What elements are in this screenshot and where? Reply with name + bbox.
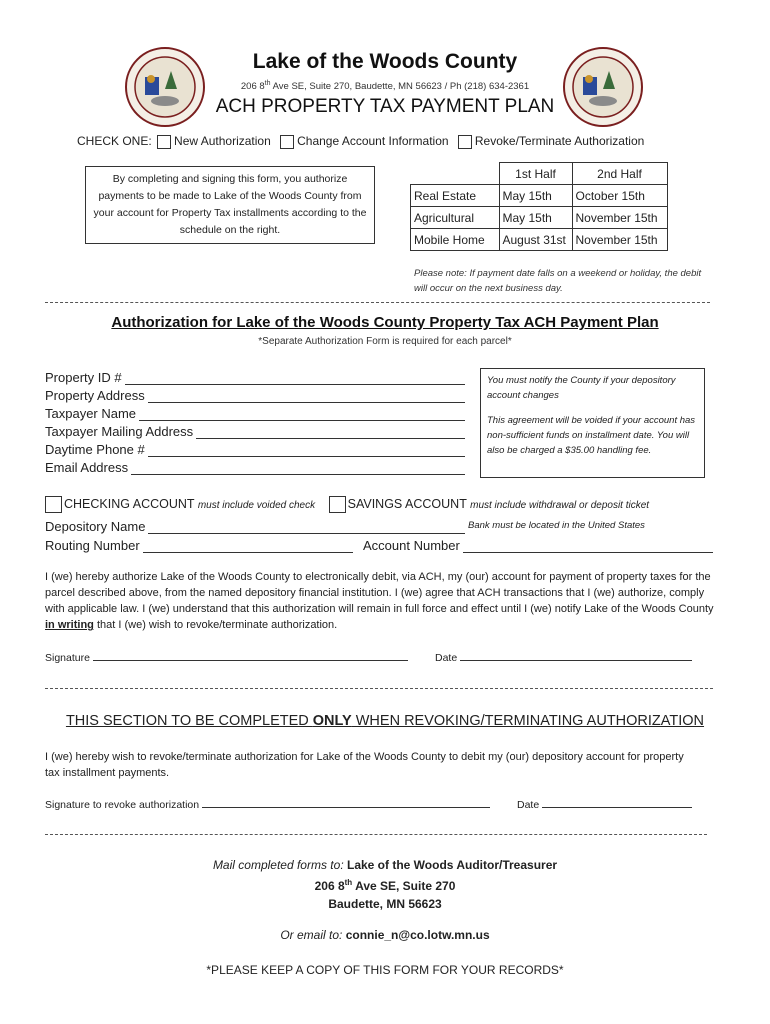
change-account-checkbox[interactable] [280,135,294,149]
schedule-row [411,185,668,207]
schedule-header: 1st Half [499,163,572,185]
depository-note: Bank must be located in the United States [468,520,645,531]
authorization-subtitle: *Separate Authorization Form is required for each parcel* [258,336,512,347]
keep-copy-note: *PLEASE KEEP A COPY OF THIS FORM FOR YOUR RECORDS* [206,963,564,977]
schedule-type: Real Estate [411,185,500,207]
field-label: Daytime Phone # [45,442,145,457]
email-address-field[interactable] [45,457,465,475]
check-one-label: CHECK ONE: [77,134,152,148]
account-type-row [45,496,649,513]
payment-schedule-table [410,162,668,251]
field-label: Taxpayer Mailing Address [45,424,194,439]
field-label: Routing Number [45,538,140,553]
property-address-field[interactable] [45,385,465,403]
schedule-second-half: November 15th [572,229,667,251]
checking-checkbox[interactable] [45,496,62,513]
field-label: Email Address [45,460,129,475]
schedule-header: 2nd Half [572,163,667,185]
divider [45,688,713,689]
field-label: Signature to revoke authorization [45,799,200,811]
schedule-second-half: October 15th [572,185,667,207]
mail-city: Baudette, MN 56623 [328,897,442,911]
schedule-corner [411,163,500,185]
date-field[interactable] [435,650,692,664]
intro-box: By completing and signing this form, you authorize payments to be made to Lake of the Woods County from your account for Property Tax installments according to the schedule on the right. [85,166,375,244]
routing-number-field[interactable] [45,535,353,553]
mail-label: Mail completed forms to: [212,858,344,872]
field-label: Date [517,799,540,811]
schedule-type: Mobile Home [411,229,500,251]
mail-instructions [0,856,770,913]
notice-box [480,368,705,478]
schedule-row [411,229,668,251]
email-address[interactable]: connie_n@co.lotw.mn.us [345,928,490,942]
signature-field[interactable] [45,650,408,664]
account-number-field[interactable] [363,535,713,553]
field-label: Signature [45,652,90,664]
nsf-note: This agreement will be voided if your account has non-sufficient funds on installment date. You will also be charged a $35.00 handling fee. [487,415,696,456]
field-label: Date [435,652,458,664]
new-authorization-label: New Authorization [174,134,271,148]
notify-note: You must notify the County if your depository account changes [487,375,676,401]
revoke-signature-field[interactable] [45,797,490,811]
property-id-field[interactable] [45,367,465,385]
savings-note: must include withdrawal or deposit ticket [470,499,650,511]
field-label: Property ID # [45,370,122,385]
revoke-paragraph: I (we) hereby wish to revoke/terminate authorization for Lake of the Woods County to debit my (our) depository account for property tax installment payments. [45,751,684,779]
field-label: Property Address [45,388,145,403]
schedule-second-half: November 15th [572,207,667,229]
form-subtitle: ACH PROPERTY TAX PAYMENT PLAN [215,96,555,117]
email-instructions [0,926,770,944]
form-title: Lake of the Woods County [252,50,518,73]
mailing-address-field[interactable] [45,421,465,439]
county-address: 206 8th Ave SE, Suite 270, Baudette, MN 56623 / Ph (218) 634-2361 [240,80,530,93]
savings-label: SAVINGS ACCOUNT [347,496,467,511]
schedule-first-half: May 15th [499,207,572,229]
schedule-type: Agricultural [411,207,500,229]
mail-recipient: Lake of the Woods Auditor/Treasurer [347,858,558,872]
savings-checkbox[interactable] [329,496,346,513]
taxpayer-name-field[interactable] [45,403,465,421]
taxpayer-fields [45,367,465,475]
divider [45,302,710,303]
depository-name-field[interactable] [45,516,465,534]
revoke-checkbox[interactable] [458,135,472,149]
schedule-row [411,207,668,229]
schedule-note: Please note: If payment date falls on a weekend or holiday, the debit will occur on the next business day. [414,268,702,294]
mail-street: 206 8th Ave SE, Suite 270 [314,878,456,893]
revoke-date-field[interactable] [517,797,692,811]
authorization-paragraph: I (we) hereby authorize Lake of the Woods County to electronically debit, via ACH, my (our) account for payment of property taxes for the parcel described above, from the named depository financial institution. I (we) agree that ACH transactions that I (we) authorize, comply with applicable law. I (we) understand that this authorization will remain in full force and effect until I (we) notify Lake of the Woods County in writing that I (we) wish to revoke/terminate authorization. [45,571,714,631]
revoke-label: Revoke/Terminate Authorization [474,134,645,148]
new-authorization-checkbox[interactable] [157,135,171,149]
email-label: Or email to: [280,928,343,942]
field-label: Taxpayer Name [45,406,137,421]
check-one-row [77,134,644,149]
schedule-first-half: May 15th [499,185,572,207]
checking-note: must include voided check [197,499,316,511]
change-account-label: Change Account Information [297,134,449,148]
field-label: Account Number [363,538,460,553]
divider [45,834,707,835]
checking-label: CHECKING ACCOUNT [64,496,195,511]
schedule-first-half: August 31st [499,229,572,251]
authorization-title: Authorization for Lake of the Woods County Property Tax ACH Payment Plan [111,314,659,331]
daytime-phone-field[interactable] [45,439,465,457]
revoke-title: THIS SECTION TO BE COMPLETED ONLY WHEN REVOKING/TERMINATING AUTHORIZATION [65,713,705,729]
field-label: Depository Name [45,519,146,534]
